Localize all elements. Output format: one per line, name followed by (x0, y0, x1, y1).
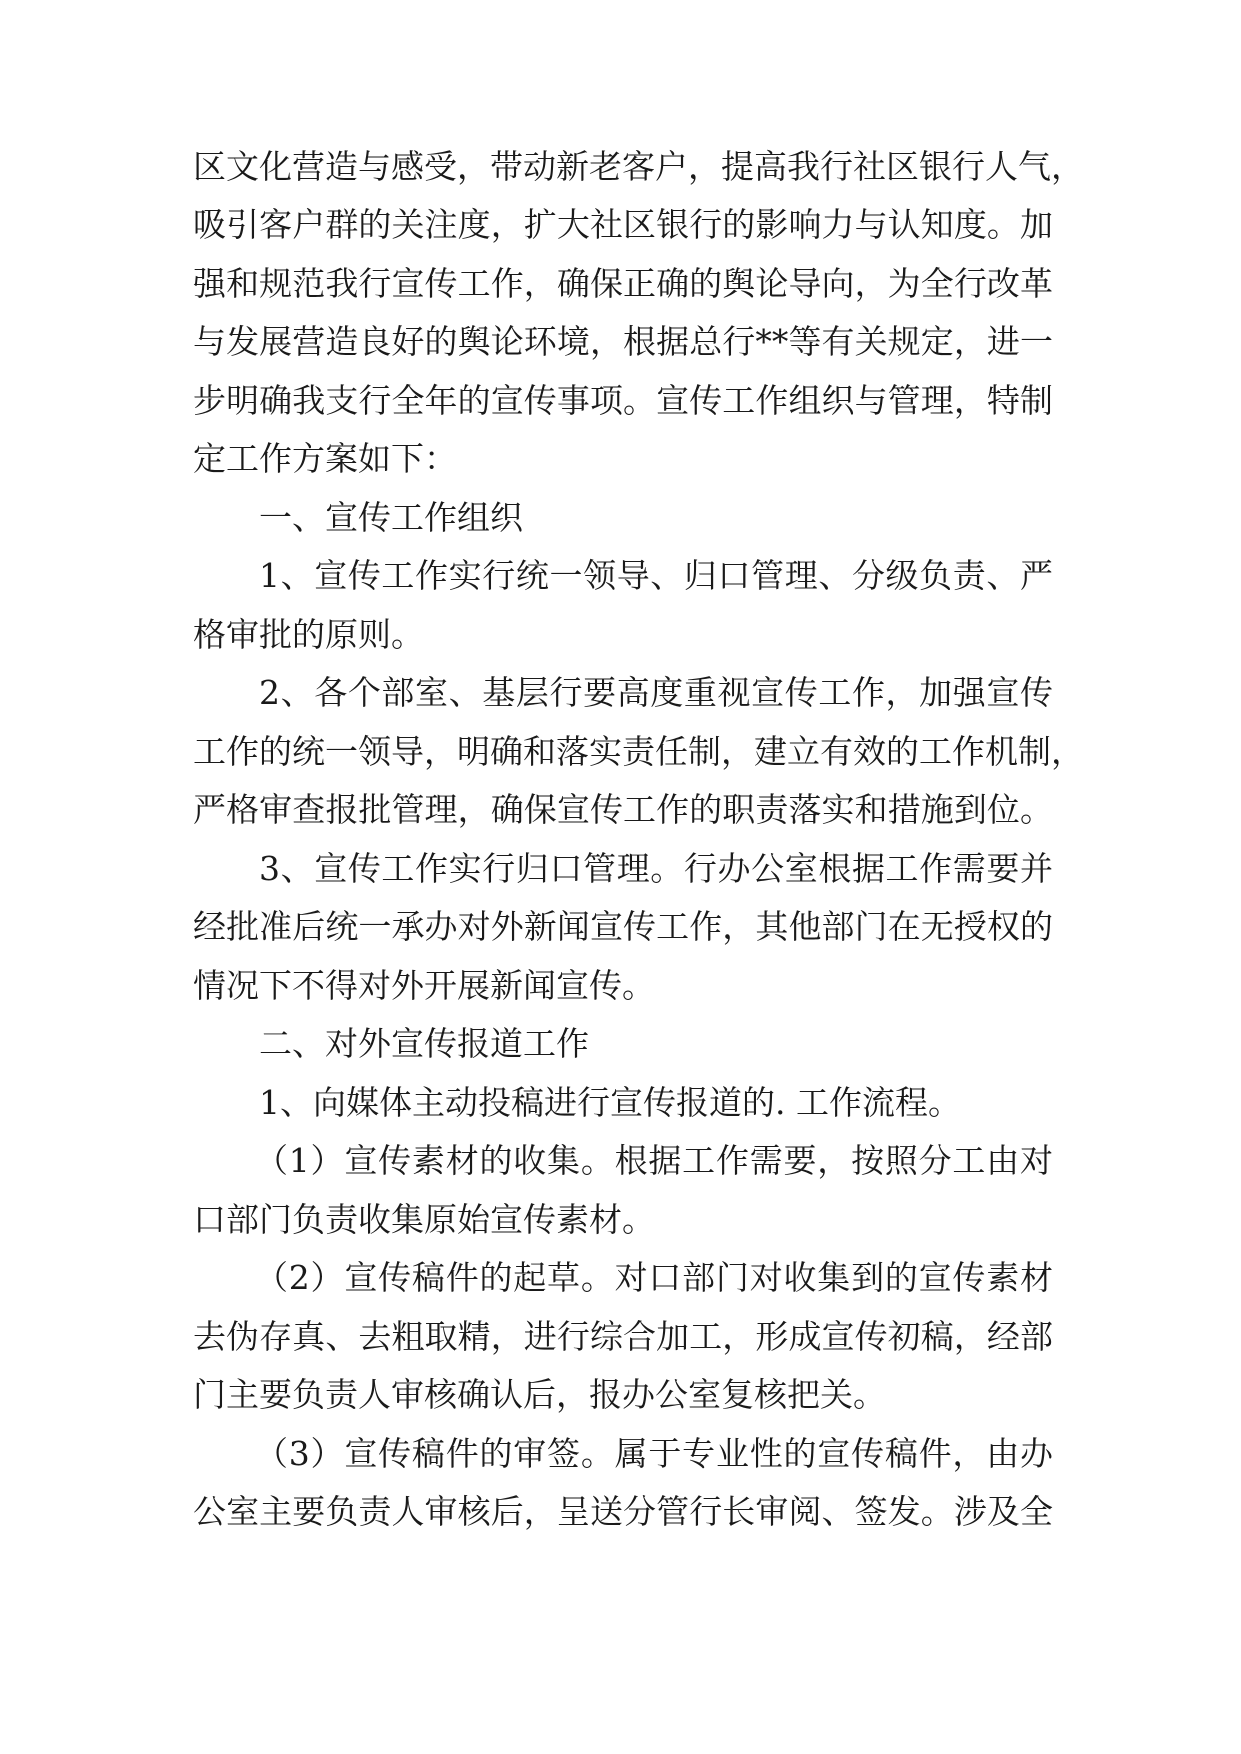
text-line: 口部门负责收集原始宣传素材。 (193, 1200, 655, 1239)
text-line: 去伪存真、去粗取精，进行综合加工，形成宣传初稿，经部 (193, 1317, 1053, 1356)
text-line: 3、宣传工作实行归口管理。行办公室根据工作需要并 (259, 849, 1053, 888)
text-line: 情况下不得对外开展新闻宣传。 (193, 966, 655, 1005)
text-line: 1、向媒体主动投稿进行宣传报道的. 工作流程。 (259, 1083, 961, 1122)
text-line: （3）宣传稿件的审签。属于专业性的宣传稿件，由办 (255, 1434, 1053, 1473)
text-line: 定工作方案如下： (193, 439, 457, 478)
text-line: 门主要负责人审核确认后，报办公室复核把关。 (193, 1375, 886, 1414)
text-line: 严格审查报批管理，确保宣传工作的职责落实和措施到位。 (193, 790, 1053, 829)
text-line: 步明确我支行全年的宣传事项。宣传工作组织与管理，特制 (193, 381, 1053, 420)
text-line: 强和规范我行宣传工作，确保正确的舆论导向，为全行改革 (193, 264, 1053, 303)
text-line: （2）宣传稿件的起草。对口部门对收集到的宣传素材 (255, 1258, 1053, 1297)
text-line: 1、宣传工作实行统一领导、归口管理、分级负责、严 (259, 556, 1053, 595)
section-heading: 一、宣传工作组织 (259, 498, 523, 537)
text-line: 与发展营造良好的舆论环境，根据总行**等有关规定，进一 (193, 322, 1053, 361)
section-heading: 二、对外宣传报道工作 (259, 1024, 589, 1063)
text-line: （1）宣传素材的收集。根据工作需要，按照分工由对 (255, 1141, 1053, 1180)
text-line: 吸引客户群的关注度，扩大社区银行的影响力与认知度。加 (193, 205, 1053, 244)
text-line: 经批准后统一承办对外新闻宣传工作，其他部门在无授权的 (193, 907, 1053, 946)
text-line: 区文化营造与感受，带动新老客户，提高我行社区银行人气， (193, 147, 1084, 186)
text-line: 2、各个部室、基层行要高度重视宣传工作，加强宣传 (259, 673, 1053, 712)
text-line: 工作的统一领导，明确和落实责任制，建立有效的工作机制， (193, 732, 1084, 771)
text-line: 格审批的原则。 (193, 615, 424, 654)
text-line: 公室主要负责人审核后，呈送分管行长审阅、签发。涉及全 (193, 1492, 1053, 1531)
